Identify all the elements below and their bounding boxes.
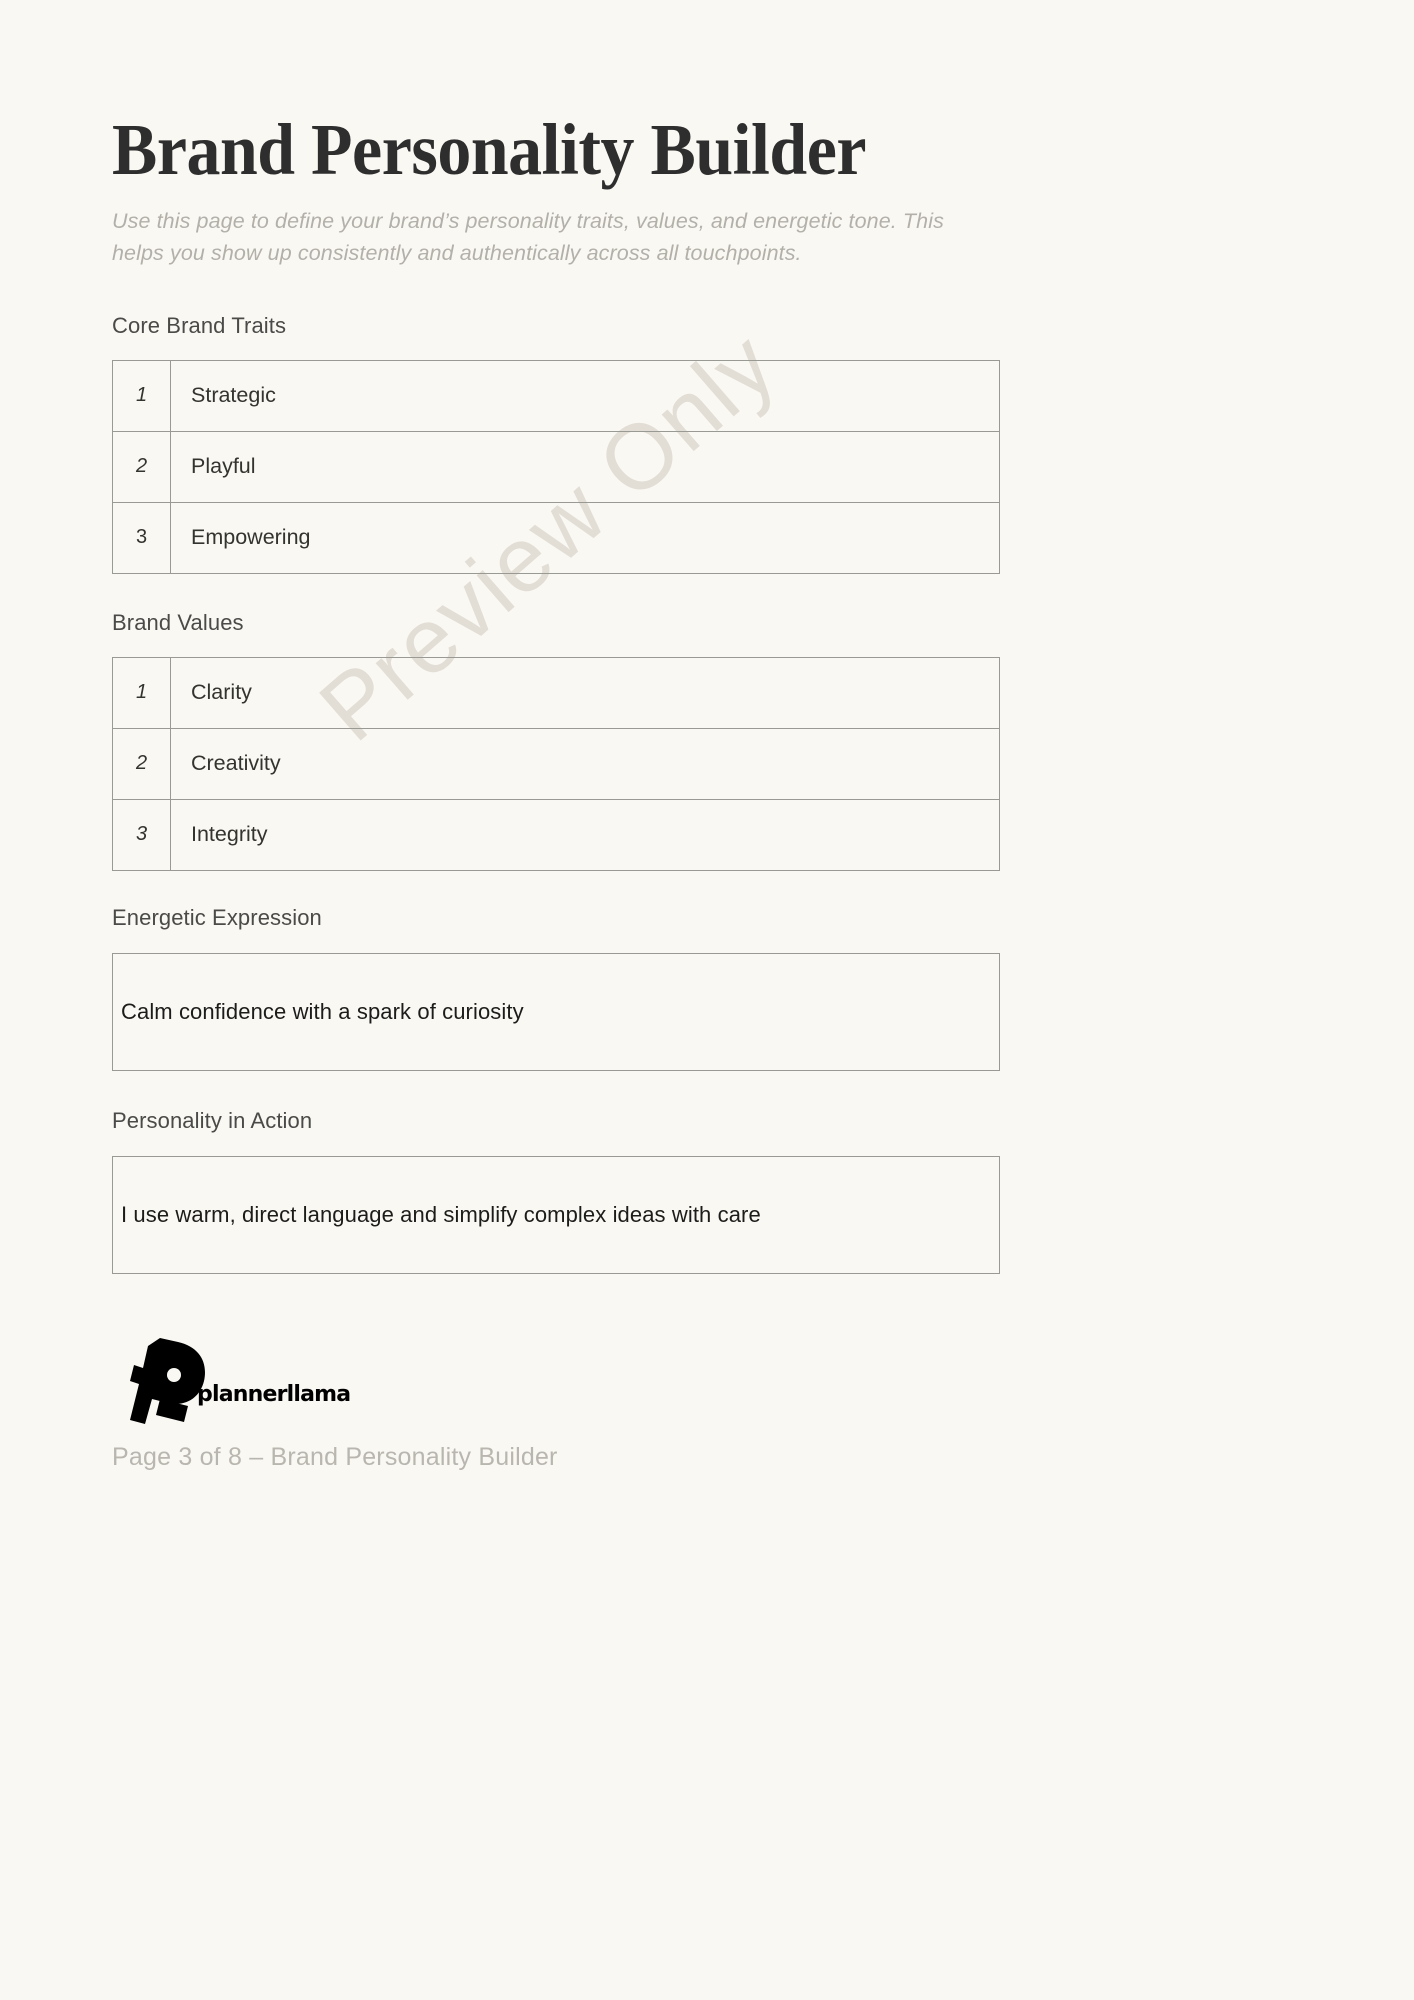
page-content <box>112 0 1302 1472</box>
table-row[interactable] <box>113 502 1000 573</box>
row-number: 3 <box>113 502 171 573</box>
brand-values-table <box>112 657 1000 871</box>
page-title: Brand Personality Builder <box>112 109 867 190</box>
personality-in-action-field[interactable] <box>112 1156 1000 1274</box>
plannerllama-wordmark: plannerllama <box>197 1381 351 1407</box>
page-subtitle: Use this page to define your brand’s personality traits, values, and energetic tone. This helps you show up consistently and authentically across all touchpoints. <box>112 209 944 266</box>
row-number: 3 <box>113 799 171 870</box>
row-number: 1 <box>113 657 171 728</box>
section-label-personality-in-action: Personality in Action <box>112 1107 313 1133</box>
plannerllama-p-mark-icon <box>130 1336 214 1426</box>
core-brand-traits-table <box>112 360 1000 574</box>
energetic-expression-field[interactable] <box>112 953 1000 1071</box>
row-number: 1 <box>113 360 171 431</box>
table-row[interactable] <box>113 431 1000 502</box>
table-row[interactable] <box>113 728 1000 799</box>
row-value[interactable]: Playful <box>171 431 1000 502</box>
table-row[interactable] <box>113 799 1000 870</box>
row-value[interactable]: Empowering <box>171 502 1000 573</box>
section-label-brand-values: Brand Values <box>112 609 244 635</box>
footer <box>112 1336 1302 1472</box>
plannerllama-logo <box>112 1336 442 1426</box>
section-label-energetic-expression: Energetic Expression <box>112 904 322 930</box>
table-row[interactable] <box>113 360 1000 431</box>
row-value[interactable]: Creativity <box>171 728 1000 799</box>
row-number: 2 <box>113 728 171 799</box>
table-row[interactable] <box>113 657 1000 728</box>
row-value[interactable]: Integrity <box>171 799 1000 870</box>
page-footer-note: Page 3 of 8 – Brand Personality Builder <box>112 1442 558 1471</box>
personality-in-action-value: I use warm, direct language and simplify complex ideas with care <box>121 1201 761 1227</box>
row-number: 2 <box>113 431 171 502</box>
row-value[interactable]: Strategic <box>171 360 1000 431</box>
section-label-core-brand-traits: Core Brand Traits <box>112 312 287 338</box>
row-value[interactable]: Clarity <box>171 657 1000 728</box>
energetic-expression-value: Calm confidence with a spark of curiosity <box>121 998 524 1024</box>
preview-watermark-text: Preview Only <box>301 312 796 761</box>
